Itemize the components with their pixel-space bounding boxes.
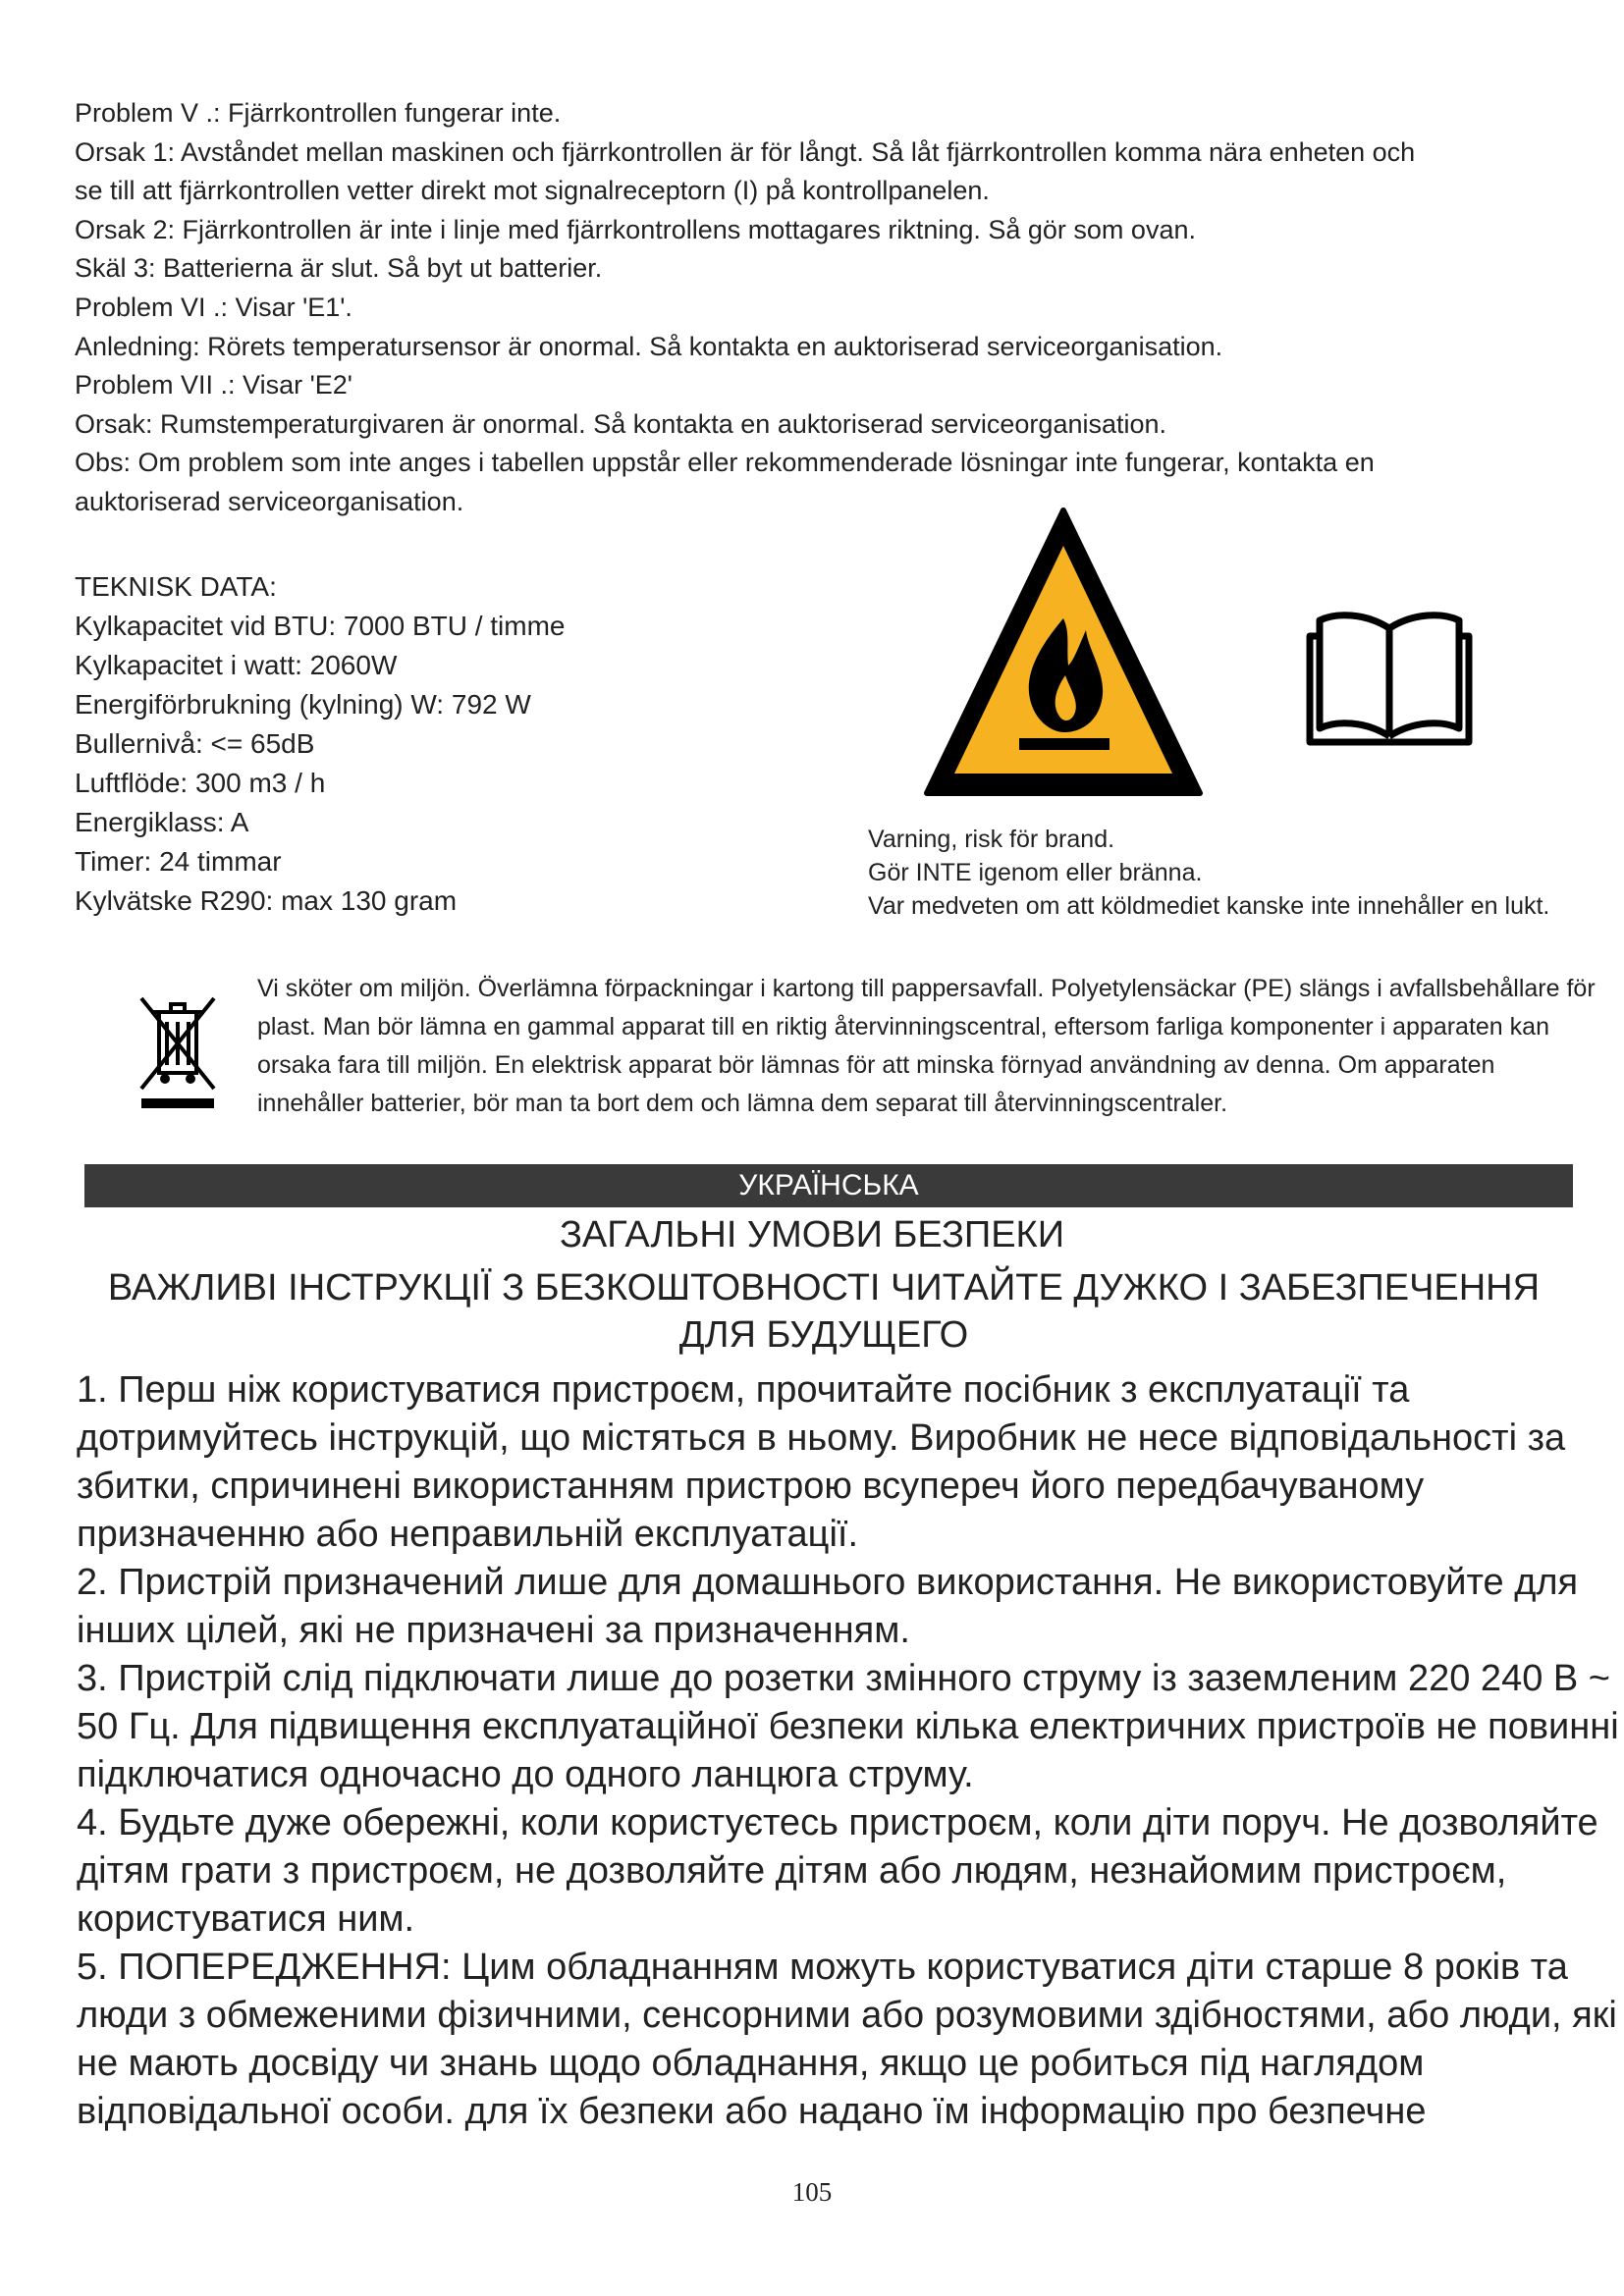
tech-line: Energiförbrukning (kylning) W: 792 W <box>75 689 531 720</box>
page-number: 105 <box>791 2177 833 2207</box>
instruction-line: інших цілей, які не призначені за призначенням. <box>77 1610 910 1651</box>
instruction-line: люди з обмеженими фізичними, сенсорними або розумовими здібностями, або люди, які <box>77 1995 1617 2036</box>
instruction-line: не мають досвіду чи знань щодо обладнання, якщо це робиться під наглядом <box>77 2043 1425 2084</box>
env-line: orsaka fara till miljön. En elektrisk apparat bör lämnas för att minska förnyad användning av denna. Om apparaten <box>257 1051 1495 1079</box>
read-manual-icon <box>1306 607 1473 746</box>
instruction-line: 2. Пристрій призначений лише для домашнього використання. Не використовуйте для <box>77 1562 1579 1603</box>
instruction-line: відповідальної особи. для їх безпеки або надано їм інформацію про безпечне <box>77 2091 1427 2132</box>
text-line: Orsak 1: Avståndet mellan maskinen och fjärrkontrollen är för långt. Så låt fjärrkontrollen komma nära enheten och <box>75 136 1416 167</box>
text-line: Orsak 2: Fjärrkontrollen är inte i linje med fjärrkontrollens mottagares riktning. Så gör som ovan. <box>75 214 1196 244</box>
section-subtitle: ВАЖЛИВІ ІНСТРУКЦІЇ З БЕЗКОШТОВНОСТІ ЧИТАЙТЕ ДУЖКО І ЗАБЕЗПЕЧЕННЯ ДЛЯ БУДУЩЕГО <box>107 1267 1541 1356</box>
text-line: Problem V .: Fjärrkontrollen fungerar inte. <box>75 98 562 128</box>
environment-notice <box>257 970 1596 1123</box>
warning-line: Varning, risk för brand. <box>868 826 1115 853</box>
tech-line: Kylkapacitet vid BTU: 7000 BTU / timme <box>75 611 566 641</box>
env-line: plast. Man bör lämna en gammal apparat till en riktig återvinningscentral, eftersom farliga komponenter i apparaten kan <box>257 1013 1549 1041</box>
flammable-warning-icon <box>921 503 1206 800</box>
instruction-line: 1. Перш ніж користуватися пристроєм, прочитайте посібник з експлуатації та <box>77 1369 1410 1411</box>
warning-text <box>868 823 1549 923</box>
text-line: Problem VII .: Visar 'E2' <box>75 370 352 400</box>
tech-line: Bullernivå: <= 65dB <box>75 728 315 759</box>
tech-line: Timer: 24 timmar <box>75 846 282 877</box>
text-line: Problem VI .: Visar 'E1'. <box>75 292 352 322</box>
warning-line: Var medveten om att köldmediet kanske inte innehåller en lukt. <box>868 892 1550 920</box>
warning-line: Gör INTE igenom eller bränna. <box>868 859 1203 886</box>
instruction-line: призначенню або неправильній експлуатації. <box>77 1514 858 1555</box>
text-line: Orsak: Rumstemperaturgivaren är onormal. Så kontakta en auktoriserad serviceorganisation. <box>75 408 1167 439</box>
section-title: ЗАГАЛЬНІ УМОВИ БЕЗПЕКИ <box>559 1214 1065 1255</box>
tech-heading: TEKNISK DATA: <box>75 571 277 602</box>
language-bar: УКРАЇНСЬКА <box>84 1164 1573 1207</box>
instruction-line: підключатися одночасно до одного ланцюга струму. <box>77 1754 974 1795</box>
instruction-line: 50 Гц. Для підвищення експлуатаційної безпеки кілька електричних пристроїв не повинні <box>77 1706 1619 1747</box>
instruction-line: 5. ПОПЕРЕДЖЕННЯ: Цим обладнанням можуть користуватися діти старше 8 років та <box>77 1947 1568 1988</box>
instruction-line: користуватися ним. <box>77 1898 415 1940</box>
safety-instructions <box>77 1366 1619 2136</box>
crossed-out-bin-icon <box>137 996 218 1112</box>
tech-line: Luftflöde: 300 m3 / h <box>75 768 326 798</box>
instruction-line: 4. Будьте дуже обережні, коли користуєтесь пристроєм, коли діти поруч. Не дозволяйте <box>77 1802 1598 1843</box>
text-line: se till att fjärrkontrollen vetter direkt mot signalreceptorn (I) på kontrollpanelen. <box>75 176 990 206</box>
text-line: auktoriserad serviceorganisation. <box>75 486 464 516</box>
text-line: Obs: Om problem som inte anges i tabellen uppstår eller rekommenderade lösningar inte fungerar, kontakta en <box>75 448 1375 478</box>
text-line: Anledning: Rörets temperatursensor är onormal. Så kontakta en auktoriserad serviceorganisation. <box>75 331 1223 361</box>
troubleshooting-section <box>75 94 1567 522</box>
instruction-line: дотримуйтесь інструкцій, що містяться в ньому. Виробник не несе відповідальності за <box>77 1417 1566 1459</box>
instruction-line: збитки, спричинені використанням пристрою всупереч його передбачуваному <box>77 1466 1425 1507</box>
env-line: innehåller batterier, bör man ta bort dem och lämna dem separat till återvinningscentraler. <box>257 1090 1228 1117</box>
instruction-line: дітям грати з пристроєм, не дозволяйте дітям або людям, незнайомим пристроєм, <box>77 1850 1507 1892</box>
tech-line: Kylvätske R290: max 130 gram <box>75 885 458 916</box>
technical-data <box>75 567 566 921</box>
text-line: Skäl 3: Batterierna är slut. Så byt ut batterier. <box>75 253 603 284</box>
tech-line: Kylkapacitet i watt: 2060W <box>75 650 398 680</box>
tech-line: Energiklass: A <box>75 807 249 837</box>
env-line: Vi sköter om miljön. Överlämna förpackningar i kartong till pappersavfall. Polyetylensäckar (PE) slängs i avfallsbehållare för <box>257 975 1596 1002</box>
instruction-line: 3. Пристрій слід підключати лише до розетки змінного струму із заземленим 220 240 В ~ <box>77 1658 1610 1699</box>
